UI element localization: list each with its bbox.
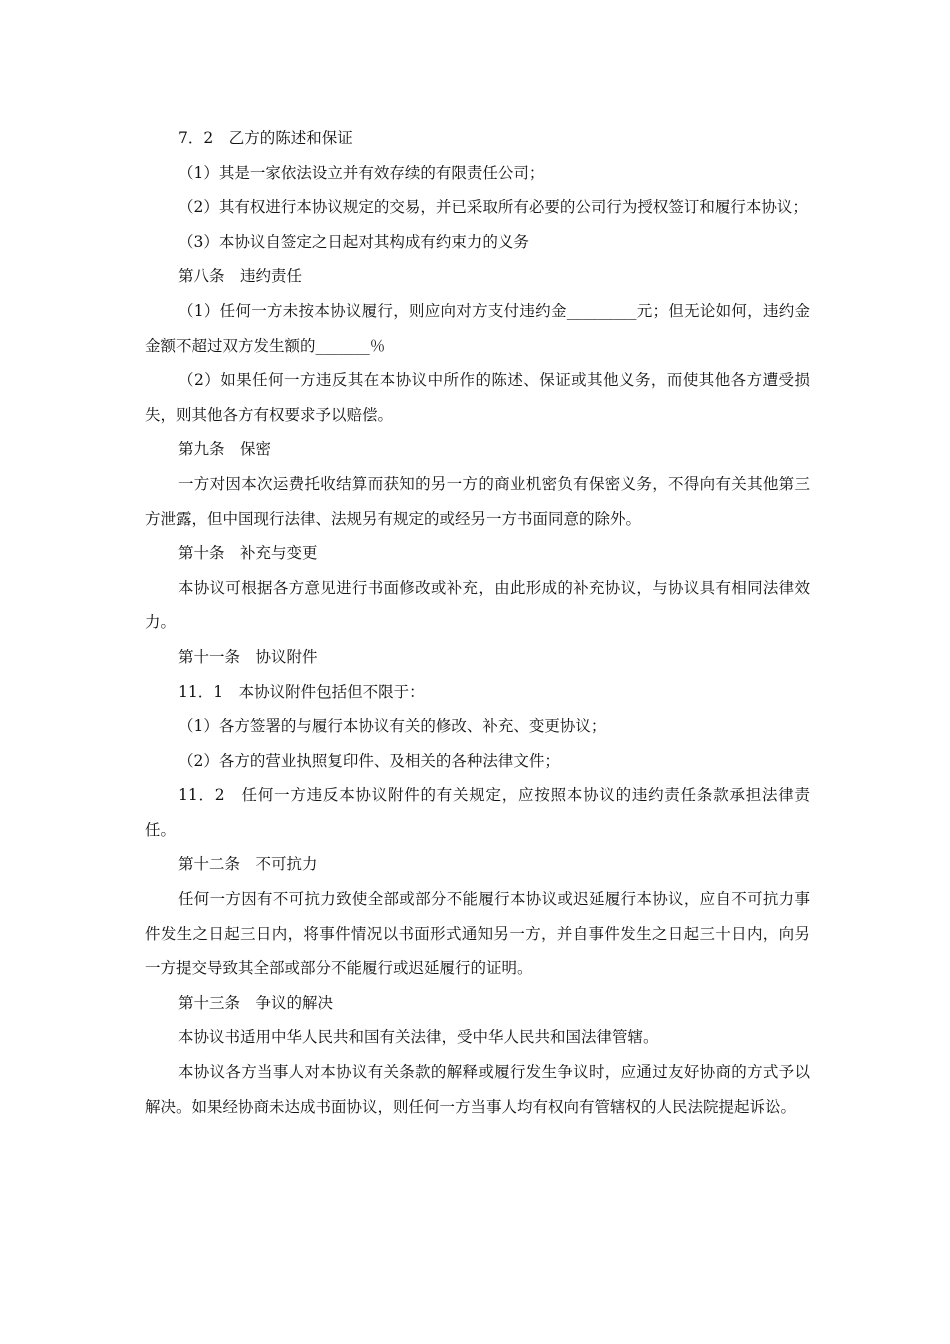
paragraph: （3）本协议自签定之日起对其构成有约束力的义务 xyxy=(178,232,529,251)
paragraph: 本协议各方当事人对本协议有关条款的解释或履行发生争议时，应通过友好协商的方式予以解决。如果经协商未达成书面协议，则任何一方当事人均有权向有管辖权的人民法院提起诉讼。 xyxy=(145,1063,810,1116)
paragraph: 本协议可根据各方意见进行书面修改或补充，由此形成的补充协议，与协议具有相同法律效力。 xyxy=(145,578,810,632)
section-heading-7-2: 7．2 乙方的陈述和保证 xyxy=(178,129,353,147)
paragraph: 任何一方因有不可抗力致使全部或部分不能履行本协议或迟延履行本协议，应自不可抗力事件发生之日起三日内，将事件情况以书面形式通知另一方，并自事件发生之日起三十日内，向另一方提交导致其全部或部分不能履行或迟延履行的证明。 xyxy=(145,890,810,978)
paragraph: （1）其是一家依法设立并有效存续的有限责任公司； xyxy=(178,163,545,182)
paragraph: （2）如果任何一方违反其在本协议中所作的陈述、保证或其他义务，而使其他各方遭受损失，则其他各方有权要求予以赔偿。 xyxy=(145,371,810,424)
article-heading-10: 第十条 补充与变更 xyxy=(178,544,318,563)
paragraph: （2）其有权进行本协议规定的交易，并已采取所有必要的公司行为授权签订和履行本协议； xyxy=(178,198,808,217)
paragraph: （1）各方签署的与履行本协议有关的修改、补充、变更协议； xyxy=(178,717,607,736)
article-heading-12: 第十二条 不可抗力 xyxy=(178,855,318,874)
paragraph: 一方对因本次运费托收结算而获知的另一方的商业机密负有保密义务，不得向有关其他第三方泄露，但中国现行法律、法规另有规定的或经另一方书面同意的除外。 xyxy=(145,474,810,528)
section-heading-11-1: 11．1 本协议附件包括但不限于： xyxy=(178,682,425,701)
paragraph: （1）任何一方未按本协议履行，则应向对方支付违约金_________元；但无论如何，违约金金额不超过双方发生额的_______％ xyxy=(145,301,810,355)
article-heading-11: 第十一条 协议附件 xyxy=(178,647,318,666)
paragraph: （2）各方的营业执照复印件、及相关的各种法律文件； xyxy=(178,751,560,770)
document-body xyxy=(145,121,810,1124)
article-heading-13: 第十三条 争议的解决 xyxy=(178,993,334,1012)
paragraph: 11．2 任何一方违反本协议附件的有关规定，应按照本协议的违约责任条款承担法律责任。 xyxy=(145,786,810,839)
article-heading-8: 第八条 违约责任 xyxy=(178,267,303,286)
article-heading-9: 第九条 保密 xyxy=(178,440,272,459)
paragraph: 本协议书适用中华人民共和国有关法律，受中华人民共和国法律管辖。 xyxy=(178,1028,659,1047)
